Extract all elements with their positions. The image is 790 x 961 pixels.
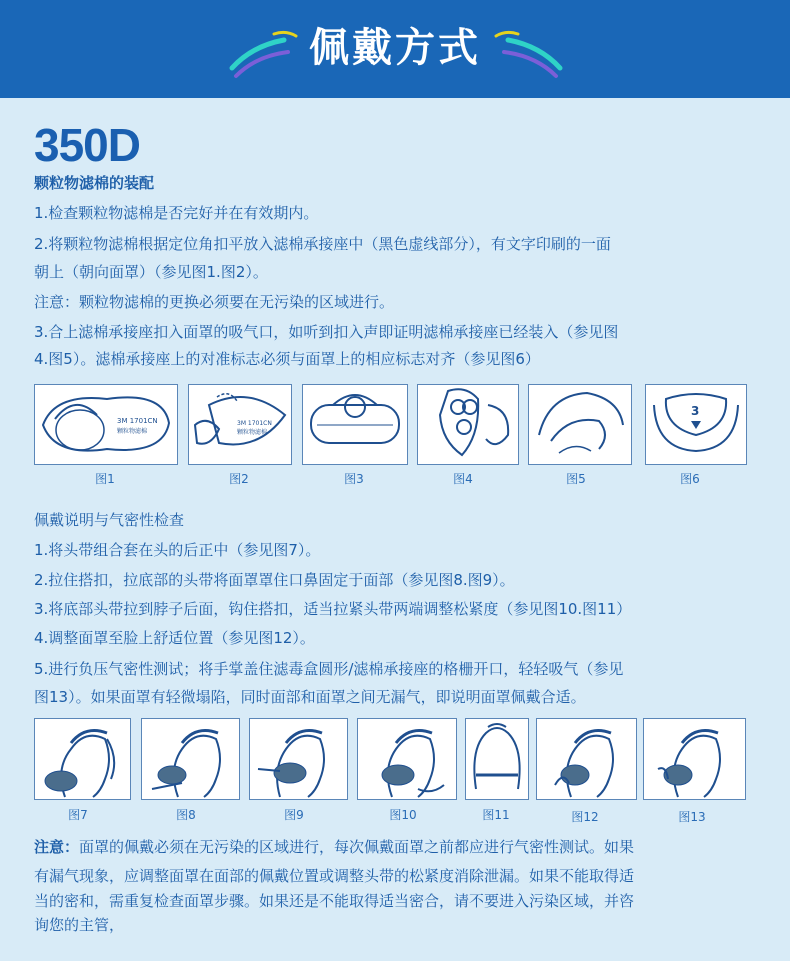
fig1-print-2: 颗粒物滤棉 xyxy=(117,428,148,435)
wearing-heading: 佩戴说明与气密性检查 xyxy=(34,511,185,529)
caption-fig5: 图5 xyxy=(566,472,586,486)
snap-in-illustration xyxy=(529,385,631,464)
filter-insert-illustration xyxy=(189,385,291,464)
caption-fig11: 图11 xyxy=(482,808,510,822)
caption-fig1: 图1 xyxy=(95,472,115,486)
fasten-mask-illustration xyxy=(250,719,347,799)
caption-fig10: 图10 xyxy=(389,808,417,822)
wearing-line-3: 3.将底部头带拉到脖子后面，钩住搭扣，适当拉紧头带两端调整松紧度（参见图10.图11） xyxy=(34,600,632,618)
assembly-note-line: 注意：颗粒物滤棉的更换必须要在无污染的区域进行。 xyxy=(34,293,395,311)
caption-fig3: 图3 xyxy=(344,472,364,486)
wearing-line-6: 图13）。如果面罩有轻微塌陷，同时面部和面罩之间无漏气，即说明面罩佩戴合适。 xyxy=(34,688,586,706)
note-line-3: 当的密和，需重复检查面罩步骤。如果还是不能取得适当密合，请不要进入污染区域，并咨 xyxy=(34,892,635,910)
note-label: 注意： xyxy=(34,838,80,856)
figure-7 xyxy=(34,718,131,800)
header-banner xyxy=(0,0,790,98)
adjust-mask-illustration xyxy=(537,719,636,799)
filter-placement-illustration xyxy=(35,385,177,464)
caption-fig6: 图6 xyxy=(680,472,700,486)
figure-4 xyxy=(417,384,519,465)
wearing-line-5: 5.进行负压气密性测试；将手掌盖住滤毒盒圆形/滤棉承接座的格栅开口，轻轻吸气（参见 xyxy=(34,660,624,678)
figure-11 xyxy=(465,718,529,800)
caption-fig2: 图2 xyxy=(229,472,249,486)
caption-fig4: 图4 xyxy=(453,472,473,486)
right-swoosh-decoration xyxy=(490,26,570,80)
note-text-1: 面罩的佩戴必须在无污染的区域进行，每次佩戴面罩之前都应进行气密性测试。如果 xyxy=(79,838,635,856)
assembly-line-2: 2.将颗粒物滤棉根据定位角扣平放入滤棉承接座中（黑色虚线部分），有文字印刷的一面 xyxy=(34,235,611,253)
fig2-print-1: 3M 1701CN xyxy=(237,420,272,427)
assembly-line-3: 朝上（朝向面罩）（参见图1.图2）。 xyxy=(34,263,268,281)
figure-10 xyxy=(357,718,457,800)
model-number: 350D xyxy=(34,119,140,171)
alignment-mark-illustration xyxy=(646,385,746,464)
note-line-4: 询您的主管， xyxy=(34,916,125,934)
caption-fig9: 图9 xyxy=(284,808,304,822)
mask-attach-illustration xyxy=(418,385,518,464)
assembly-line-4: 3.合上滤棉承接座扣入面罩的吸气口，如听到扣入声即证明滤棉承接座已经装入（参见图 xyxy=(34,323,619,341)
assembly-heading: 颗粒物滤棉的装配 xyxy=(34,174,155,192)
neck-strap-illustration xyxy=(358,719,456,799)
figure-9 xyxy=(249,718,348,800)
assembly-line-5: 4.图5）。滤棉承接座上的对准标志必须与面罩上的相应标志对齐（参见图6） xyxy=(34,350,540,368)
figure-5 xyxy=(528,384,632,465)
fig6-alignment-mark: 3 xyxy=(691,404,700,418)
back-of-head-illustration xyxy=(466,719,528,799)
figure-8 xyxy=(141,718,240,800)
figure-13 xyxy=(643,718,746,800)
caption-fig7: 图7 xyxy=(68,808,88,822)
figure-6 xyxy=(645,384,747,465)
fig2-print-2: 颗粒物滤棉 xyxy=(237,429,268,436)
wearing-line-4: 4.调整面罩至脸上舒适位置（参见图12）。 xyxy=(34,629,315,647)
assembly-line-1: 1.检查颗粒物滤棉是否完好并在有效期内。 xyxy=(34,204,319,222)
page-title: 佩戴方式 xyxy=(309,25,481,71)
wearing-line-2: 2.拉住搭扣，拉底部的头带将面罩罩住口鼻固定于面部（参见图8.图9）。 xyxy=(34,571,515,589)
seal-check-illustration xyxy=(644,719,745,799)
caption-fig12: 图12 xyxy=(571,810,599,824)
head-strap-illustration xyxy=(35,719,130,799)
caption-fig8: 图8 xyxy=(176,808,196,822)
fig1-print-1: 3M 1701CN xyxy=(117,417,158,425)
figure-2 xyxy=(188,384,292,465)
filter-holder-illustration xyxy=(303,385,407,464)
note-line-2: 有漏气现象，应调整面罩在面部的佩戴位置或调整头带的松紧度消除泄漏。如果不能取得适 xyxy=(34,867,635,885)
caption-fig13: 图13 xyxy=(678,810,706,824)
note-line-1 xyxy=(34,835,634,860)
pull-strap-illustration xyxy=(142,719,239,799)
figure-3 xyxy=(302,384,408,465)
wearing-line-1: 1.将头带组合套在头的后正中（参见图7）。 xyxy=(34,541,321,559)
figure-12 xyxy=(536,718,637,800)
figure-1 xyxy=(34,384,178,465)
